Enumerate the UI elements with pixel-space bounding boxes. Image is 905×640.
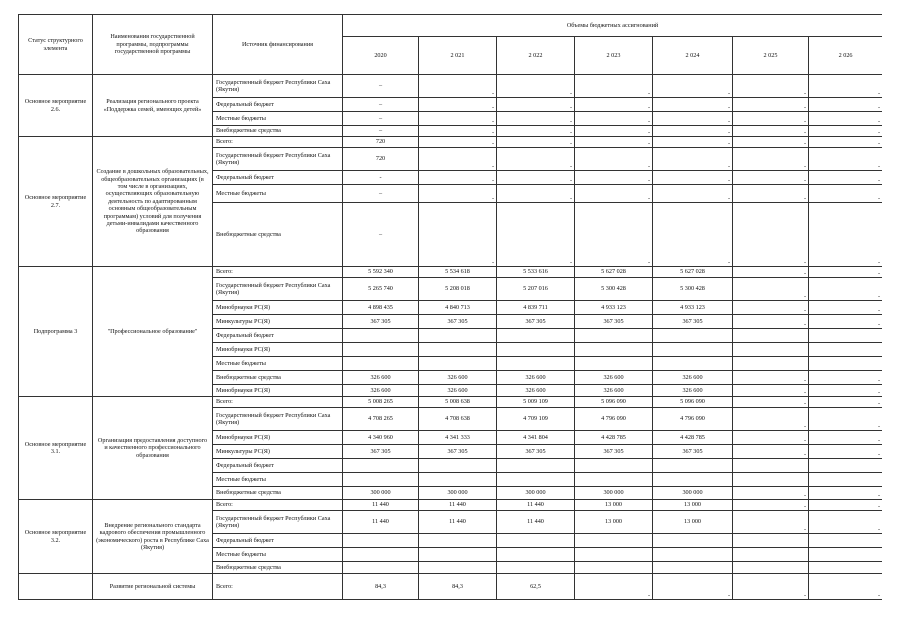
budget-value-cell: 5 096 090 <box>653 397 733 408</box>
budget-value-cell <box>343 562 419 574</box>
budget-value-cell: 4 796 090 <box>575 408 653 431</box>
budget-value-cell: 300 000 <box>575 487 653 500</box>
budget-value-cell: - <box>733 98 809 112</box>
program-name: Организация предоставления доступного и качественного профессионального образования <box>93 397 213 500</box>
funding-source: Минобрнауки РС(Я) <box>213 343 343 357</box>
budget-value-cell: - <box>575 171 653 185</box>
budget-value-cell: 4 428 785 <box>653 431 733 445</box>
budget-value-cell: 367 305 <box>419 315 497 329</box>
budget-value-cell: - <box>733 445 809 459</box>
funding-source: Минобрнауки РС(Я) <box>213 431 343 445</box>
budget-value-cell: 720 <box>343 137 419 148</box>
budget-value-cell <box>419 459 497 473</box>
budget-value-cell: 367 305 <box>653 445 733 459</box>
budget-value-cell: - <box>809 431 883 445</box>
budget-value-cell: - <box>653 574 733 600</box>
budget-value-cell: - <box>733 278 809 301</box>
budget-value-cell: - <box>733 137 809 148</box>
budget-value-cell: - <box>809 112 883 126</box>
budget-value-cell: - <box>733 408 809 431</box>
budget-value-cell: 326 600 <box>497 371 575 385</box>
budget-value-cell: 4 709 109 <box>497 408 575 431</box>
budget-value-cell: 300 000 <box>653 487 733 500</box>
budget-value-cell: - <box>733 385 809 397</box>
budget-value-cell: 326 600 <box>343 371 419 385</box>
budget-value-cell <box>733 473 809 487</box>
budget-value-cell: 5 627 028 <box>653 267 733 278</box>
budget-value-cell: - <box>343 171 419 185</box>
funding-source: Внебюджетные средства <box>213 371 343 385</box>
header-funding-source: Источник финансирования <box>213 15 343 75</box>
budget-value-cell: 4 341 804 <box>497 431 575 445</box>
budget-value-cell <box>497 562 575 574</box>
budget-value-cell: - <box>733 487 809 500</box>
budget-value-cell <box>419 548 497 562</box>
budget-value-cell: 5 300 428 <box>575 278 653 301</box>
budget-value-cell <box>733 562 809 574</box>
budget-value-cell: 300 000 <box>497 487 575 500</box>
budget-value-cell: 62,5 <box>497 574 575 600</box>
budget-value-cell <box>497 357 575 371</box>
budget-value-cell <box>653 562 733 574</box>
budget-table <box>18 14 882 600</box>
budget-value-cell <box>343 343 419 357</box>
budget-value-cell: - <box>809 185 883 203</box>
budget-value-cell <box>733 343 809 357</box>
budget-value-cell <box>733 329 809 343</box>
budget-value-cell <box>343 473 419 487</box>
budget-value-cell: - <box>809 315 883 329</box>
budget-value-cell: - <box>809 500 883 511</box>
budget-value-cell: - <box>575 98 653 112</box>
budget-value-cell: - <box>653 203 733 267</box>
table-row <box>19 574 883 600</box>
budget-value-cell: 13 000 <box>575 511 653 534</box>
budget-value-cell: - <box>809 148 883 171</box>
funding-source: Государственный бюджет Республики Саха (Якутия) <box>213 408 343 431</box>
budget-value-cell: 326 600 <box>575 371 653 385</box>
header-budget-volumes: Объемы бюджетных ассигнований <box>343 15 883 37</box>
budget-value-cell: 4 839 711 <box>497 301 575 315</box>
budget-value-cell: - <box>497 203 575 267</box>
budget-value-cell: - <box>653 98 733 112</box>
budget-value-cell: 326 600 <box>497 385 575 397</box>
budget-value-cell <box>653 357 733 371</box>
budget-value-cell: - <box>419 171 497 185</box>
budget-value-cell <box>497 534 575 548</box>
header-program-name: Наименования государственной программы, подпрограммы государственной программы <box>93 15 213 75</box>
budget-value-cell: 11 440 <box>343 511 419 534</box>
budget-value-cell: 5 096 090 <box>575 397 653 408</box>
budget-value-cell <box>809 329 883 343</box>
budget-value-cell: - <box>497 98 575 112</box>
budget-value-cell <box>497 473 575 487</box>
funding-source: Государственный бюджет Республики Саха (Якутия) <box>213 511 343 534</box>
budget-value-cell: 4 341 333 <box>419 431 497 445</box>
budget-value-cell: 4 898 435 <box>343 301 419 315</box>
budget-value-cell: - <box>733 511 809 534</box>
budget-value-cell: - <box>809 397 883 408</box>
funding-source: Федеральный бюджет <box>213 459 343 473</box>
funding-source: Всего: <box>213 137 343 148</box>
budget-value-cell: - <box>575 75 653 98</box>
budget-value-cell: - <box>575 137 653 148</box>
budget-value-cell: 4 933 123 <box>653 301 733 315</box>
budget-value-cell: 5 627 028 <box>575 267 653 278</box>
budget-value-cell <box>733 534 809 548</box>
budget-table-sheet <box>18 14 882 614</box>
budget-value-cell: - <box>809 445 883 459</box>
budget-value-cell <box>575 329 653 343</box>
budget-value-cell: - <box>809 171 883 185</box>
funding-source: Минкультуры РС(Я) <box>213 315 343 329</box>
budget-value-cell: 326 600 <box>575 385 653 397</box>
program-name: Внедрение регионального стандарта кадрового обеспечения промышленного (экономического) роста в Республике Саха (Якутия) <box>93 500 213 574</box>
budget-value-cell: 5 207 016 <box>497 278 575 301</box>
funding-source: Государственный бюджет Республики Саха (Якутия) <box>213 278 343 301</box>
budget-value-cell: 5 008 265 <box>343 397 419 408</box>
header-year: 2 021 <box>419 37 497 75</box>
budget-value-cell <box>343 534 419 548</box>
program-name: Создание в дошкольных образовательных, общеобразовательных организациях (в том числе в организациях, осуществляющих образовательную деятельность по адаптированным основным общеобразовательным программам) условий для получения детьми-инвалидами качественного образования <box>93 137 213 267</box>
budget-value-cell: – <box>343 98 419 112</box>
budget-value-cell: - <box>809 385 883 397</box>
budget-value-cell: 13 000 <box>575 500 653 511</box>
budget-value-cell <box>809 459 883 473</box>
budget-value-cell: 11 440 <box>497 511 575 534</box>
budget-value-cell <box>809 562 883 574</box>
budget-value-cell <box>497 459 575 473</box>
budget-value-cell: - <box>733 185 809 203</box>
budget-value-cell: 5 592 340 <box>343 267 419 278</box>
budget-value-cell: - <box>653 75 733 98</box>
budget-value-cell <box>497 548 575 562</box>
budget-value-cell <box>497 329 575 343</box>
budget-value-cell: 5 533 616 <box>497 267 575 278</box>
table-row <box>19 267 883 278</box>
budget-value-cell <box>343 357 419 371</box>
budget-value-cell: - <box>419 185 497 203</box>
budget-value-cell: - <box>419 137 497 148</box>
budget-value-cell: 11 440 <box>497 500 575 511</box>
table-row <box>19 137 883 148</box>
structural-element-status: Основное мероприятие 3.1. <box>19 397 93 500</box>
budget-value-cell: 13 000 <box>653 511 733 534</box>
funding-source: Минобрнауки РС(Я) <box>213 385 343 397</box>
budget-value-cell <box>809 534 883 548</box>
budget-value-cell: - <box>575 126 653 137</box>
budget-value-cell: 11 440 <box>419 511 497 534</box>
budget-value-cell <box>343 548 419 562</box>
budget-value-cell: - <box>419 148 497 171</box>
budget-value-cell: 367 305 <box>343 315 419 329</box>
budget-value-cell: 4 708 638 <box>419 408 497 431</box>
budget-value-cell: - <box>733 371 809 385</box>
budget-value-cell <box>575 357 653 371</box>
budget-value-cell: - <box>575 574 653 600</box>
budget-value-cell: 367 305 <box>497 445 575 459</box>
budget-value-cell: - <box>653 185 733 203</box>
budget-value-cell: 326 600 <box>653 371 733 385</box>
program-name: Реализация регионального проекта «Поддержка семей, имеющих детей» <box>93 75 213 137</box>
budget-value-cell: - <box>809 487 883 500</box>
funding-source: Внебюджетные средства <box>213 562 343 574</box>
budget-value-cell <box>419 473 497 487</box>
budget-value-cell: - <box>733 267 809 278</box>
budget-value-cell <box>809 473 883 487</box>
budget-value-cell: 300 000 <box>343 487 419 500</box>
budget-value-cell: - <box>809 126 883 137</box>
budget-value-cell: - <box>497 75 575 98</box>
structural-element-status: Основное мероприятие 2.6. <box>19 75 93 137</box>
budget-value-cell <box>419 562 497 574</box>
budget-value-cell: 5 265 740 <box>343 278 419 301</box>
structural-element-status: Подпрограмма 3 <box>19 267 93 397</box>
budget-value-cell: 367 305 <box>575 445 653 459</box>
budget-value-cell: - <box>497 185 575 203</box>
budget-value-cell: - <box>497 171 575 185</box>
budget-value-cell: – <box>343 126 419 137</box>
budget-value-cell: - <box>809 371 883 385</box>
funding-source: Внебюджетные средства <box>213 203 343 267</box>
budget-value-cell: - <box>733 171 809 185</box>
structural-element-status <box>19 574 93 600</box>
budget-value-cell <box>575 459 653 473</box>
budget-value-cell <box>809 343 883 357</box>
program-name: "Профессиональное образование" <box>93 267 213 397</box>
budget-value-cell: - <box>733 301 809 315</box>
budget-value-cell: - <box>733 431 809 445</box>
budget-value-cell <box>733 459 809 473</box>
budget-value-cell: - <box>653 148 733 171</box>
budget-value-cell: 5 008 638 <box>419 397 497 408</box>
budget-value-cell: - <box>809 75 883 98</box>
funding-source: Государственный бюджет Республики Саха (Якутия) <box>213 148 343 171</box>
budget-value-cell: - <box>733 148 809 171</box>
budget-value-cell: - <box>575 185 653 203</box>
budget-value-cell: - <box>809 278 883 301</box>
budget-value-cell: 4 340 960 <box>343 431 419 445</box>
budget-value-cell <box>653 548 733 562</box>
budget-value-cell <box>809 357 883 371</box>
funding-source: Федеральный бюджет <box>213 171 343 185</box>
budget-value-cell: – <box>343 112 419 126</box>
funding-source: Местные бюджеты <box>213 112 343 126</box>
budget-value-cell <box>575 562 653 574</box>
budget-value-cell: - <box>653 137 733 148</box>
funding-source: Внебюджетные средства <box>213 487 343 500</box>
budget-value-cell <box>419 357 497 371</box>
funding-source: Внебюджетные средства <box>213 126 343 137</box>
funding-source: Федеральный бюджет <box>213 329 343 343</box>
budget-value-cell <box>653 343 733 357</box>
funding-source: Всего: <box>213 574 343 600</box>
budget-value-cell: - <box>809 511 883 534</box>
budget-value-cell: 5 009 109 <box>497 397 575 408</box>
funding-source: Местные бюджеты <box>213 473 343 487</box>
budget-value-cell <box>653 534 733 548</box>
budget-value-cell: 326 600 <box>419 371 497 385</box>
funding-source: Государственный бюджет Республики Саха (Якутия) <box>213 75 343 98</box>
budget-value-cell: - <box>653 171 733 185</box>
budget-value-cell: - <box>575 148 653 171</box>
budget-value-cell: - <box>809 137 883 148</box>
header-status: Статус структурного элемента <box>19 15 93 75</box>
budget-value-cell <box>575 534 653 548</box>
budget-value-cell: 300 000 <box>419 487 497 500</box>
funding-source: Местные бюджеты <box>213 185 343 203</box>
header-year: 2 022 <box>497 37 575 75</box>
header-year: 2 026 <box>809 37 883 75</box>
budget-value-cell: – <box>343 75 419 98</box>
budget-value-cell <box>733 548 809 562</box>
budget-value-cell: 84,3 <box>343 574 419 600</box>
budget-value-cell <box>809 548 883 562</box>
funding-source: Федеральный бюджет <box>213 534 343 548</box>
budget-value-cell: – <box>343 185 419 203</box>
budget-value-cell: - <box>653 112 733 126</box>
budget-value-cell: – <box>343 203 419 267</box>
budget-value-cell: - <box>733 112 809 126</box>
structural-element-status: Основное мероприятие 3.2. <box>19 500 93 574</box>
budget-value-cell: 326 600 <box>343 385 419 397</box>
budget-value-cell: - <box>497 148 575 171</box>
budget-value-cell: - <box>575 203 653 267</box>
budget-value-cell: - <box>497 126 575 137</box>
header-year: 2 024 <box>653 37 733 75</box>
budget-value-cell: - <box>733 75 809 98</box>
budget-value-cell: - <box>733 126 809 137</box>
budget-value-cell: 326 600 <box>653 385 733 397</box>
budget-value-cell: 367 305 <box>419 445 497 459</box>
budget-value-cell <box>343 329 419 343</box>
funding-source: Местные бюджеты <box>213 357 343 371</box>
budget-value-cell <box>575 473 653 487</box>
funding-source: Всего: <box>213 267 343 278</box>
budget-value-cell <box>575 548 653 562</box>
budget-value-cell: - <box>809 408 883 431</box>
budget-value-cell: 720 <box>343 148 419 171</box>
header-year: 2020 <box>343 37 419 75</box>
budget-value-cell: 4 840 713 <box>419 301 497 315</box>
budget-value-cell: - <box>419 203 497 267</box>
budget-value-cell: 11 440 <box>419 500 497 511</box>
budget-value-cell: - <box>809 574 883 600</box>
budget-value-cell: - <box>653 126 733 137</box>
budget-value-cell: - <box>809 98 883 112</box>
budget-value-cell: 367 305 <box>653 315 733 329</box>
budget-value-cell <box>419 534 497 548</box>
budget-value-cell <box>733 357 809 371</box>
table-row <box>19 75 883 98</box>
budget-value-cell <box>653 329 733 343</box>
funding-source: Всего: <box>213 500 343 511</box>
budget-value-cell <box>653 473 733 487</box>
budget-value-cell: - <box>809 203 883 267</box>
header-year: 2 025 <box>733 37 809 75</box>
header-year: 2 023 <box>575 37 653 75</box>
budget-value-cell: 367 305 <box>497 315 575 329</box>
budget-value-cell: 4 708 265 <box>343 408 419 431</box>
funding-source: Минобрнауки РС(Я) <box>213 301 343 315</box>
budget-value-cell: 326 600 <box>419 385 497 397</box>
budget-value-cell: - <box>733 315 809 329</box>
funding-source: Федеральный бюджет <box>213 98 343 112</box>
budget-value-cell: 4 933 123 <box>575 301 653 315</box>
budget-value-cell: - <box>733 203 809 267</box>
budget-value-cell: 5 208 018 <box>419 278 497 301</box>
funding-source: Минкультуры РС(Я) <box>213 445 343 459</box>
budget-value-cell: 4 428 785 <box>575 431 653 445</box>
budget-value-cell <box>497 343 575 357</box>
budget-value-cell: 4 796 090 <box>653 408 733 431</box>
budget-value-cell: - <box>809 301 883 315</box>
budget-value-cell: 367 305 <box>575 315 653 329</box>
budget-value-cell: 5 534 618 <box>419 267 497 278</box>
budget-value-cell: - <box>733 500 809 511</box>
budget-value-cell: 367 305 <box>343 445 419 459</box>
budget-value-cell <box>419 329 497 343</box>
budget-value-cell: 13 000 <box>653 500 733 511</box>
budget-value-cell <box>343 459 419 473</box>
funding-source: Всего: <box>213 397 343 408</box>
budget-value-cell: - <box>419 112 497 126</box>
budget-value-cell <box>653 459 733 473</box>
budget-value-cell: - <box>419 126 497 137</box>
budget-value-cell <box>575 343 653 357</box>
program-name: Развитие региональной системы <box>93 574 213 600</box>
budget-value-cell: - <box>733 574 809 600</box>
funding-source: Местные бюджеты <box>213 548 343 562</box>
budget-value-cell: - <box>497 137 575 148</box>
budget-value-cell: - <box>419 98 497 112</box>
table-row <box>19 500 883 511</box>
budget-value-cell: 11 440 <box>343 500 419 511</box>
budget-value-cell: 84,3 <box>419 574 497 600</box>
budget-value-cell: - <box>497 112 575 126</box>
budget-value-cell: - <box>575 112 653 126</box>
table-row <box>19 397 883 408</box>
budget-value-cell: 5 300 428 <box>653 278 733 301</box>
structural-element-status: Основное мероприятие 2.7. <box>19 137 93 267</box>
budget-value-cell <box>419 343 497 357</box>
budget-value-cell: - <box>419 75 497 98</box>
budget-value-cell: - <box>809 267 883 278</box>
budget-value-cell: - <box>733 397 809 408</box>
